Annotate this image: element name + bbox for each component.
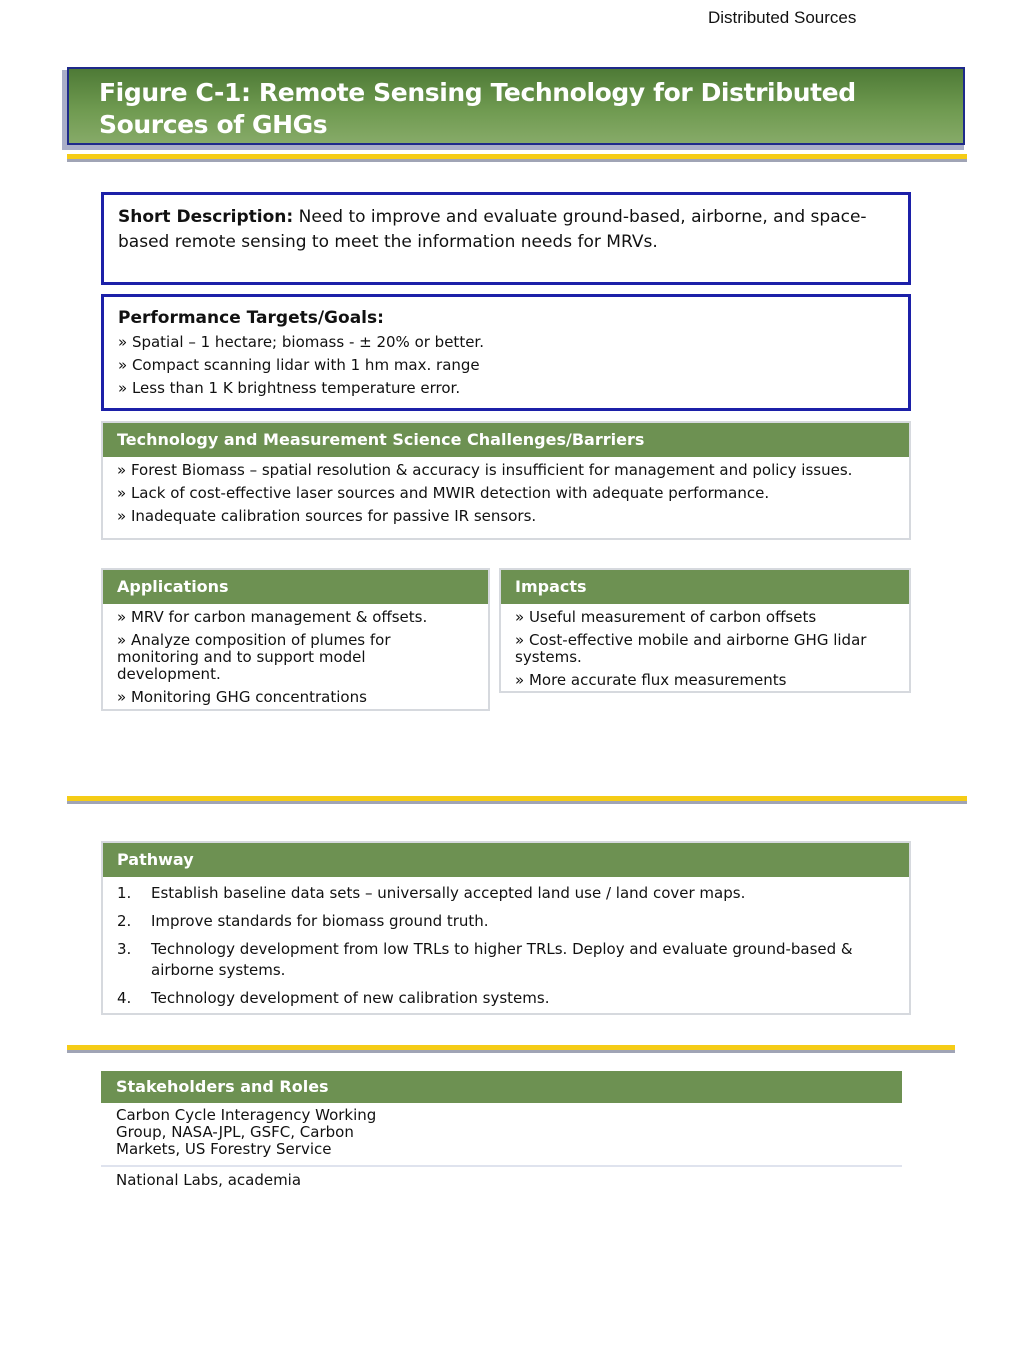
divider-grey [67, 159, 967, 162]
short-description-box [101, 192, 911, 285]
title-banner [67, 67, 965, 145]
challenges-title: Technology and Measurement Science Challenges/Barriers [103, 423, 909, 457]
pathway-step-text: Technology development from low TRLs to higher TRLs. Deploy and evaluate ground-based & airborne systems. [151, 940, 853, 979]
stakeholders-title: Stakeholders and Roles [101, 1071, 902, 1103]
stakeholders-cell: Carbon Cycle Interagency Working Group, NASA-JPL, GSFC, Carbon Markets, US Forestry Service [116, 1106, 377, 1158]
pathway-step-text: Technology development of new calibration systems. [151, 989, 550, 1007]
challenge-item: » Lack of cost-effective laser sources and MWIR detection with adequate performance. [117, 484, 770, 502]
pathway-step-text: Establish baseline data sets – universally accepted land use / land cover maps. [151, 884, 746, 902]
performance-targets-box [101, 294, 911, 411]
pathway-step-number: 3. [117, 940, 132, 958]
application-item: » Analyze composition of plumes for monitoring and to support model development. [117, 631, 391, 683]
performance-item: » Compact scanning lidar with 1 hm max. range [118, 356, 480, 374]
pathway-step [117, 939, 895, 981]
pathway-title: Pathway [103, 843, 909, 877]
pathway-step [117, 883, 895, 904]
pathway-step [117, 988, 895, 1009]
divider-grey [67, 801, 967, 804]
divider-grey [67, 1050, 955, 1053]
stakeholders-row [101, 1107, 902, 1167]
challenge-item: » Inadequate calibration sources for passive IR sensors. [117, 507, 537, 525]
running-head: Distributed Sources [708, 8, 857, 27]
stakeholders-cell: National Labs, academia [116, 1171, 302, 1189]
pathway-step [117, 911, 895, 932]
pathway-step-text: Improve standards for biomass ground truth. [151, 912, 489, 930]
short-description-label: Short Description: [118, 207, 294, 227]
figure-title: Figure C-1: Remote Sensing Technology for Distributed Sources of GHGs [99, 78, 856, 139]
challenge-item: » Forest Biomass – spatial resolution & accuracy is insufficient for management and policy issues. [117, 461, 853, 479]
impact-item: » More accurate flux measurements [515, 671, 787, 689]
challenges-panel [101, 421, 911, 540]
pathway-step-number: 4. [117, 989, 132, 1007]
pathway-step-number: 2. [117, 912, 132, 930]
short-description-text: Need to improve and evaluate ground-based, airborne, and space-based remote sensing to meet the information needs for MRVs. [118, 207, 867, 252]
pathway-panel [101, 841, 911, 1015]
stakeholders-row [101, 1172, 902, 1196]
impacts-panel [499, 568, 911, 693]
pathway-step-number: 1. [117, 884, 132, 902]
performance-targets-label: Performance Targets/Goals: [118, 308, 384, 328]
applications-panel [101, 568, 490, 711]
application-item: » MRV for carbon management & offsets. [117, 608, 428, 626]
performance-item: » Spatial – 1 hectare; biomass - ± 20% or better. [118, 333, 484, 351]
impact-item: » Useful measurement of carbon offsets [515, 608, 817, 626]
performance-item: » Less than 1 K brightness temperature error. [118, 379, 461, 397]
applications-title: Applications [103, 570, 488, 604]
impact-item: » Cost-effective mobile and airborne GHG lidar systems. [515, 631, 867, 666]
application-item: » Monitoring GHG concentrations [117, 688, 367, 706]
impacts-title: Impacts [501, 570, 909, 604]
